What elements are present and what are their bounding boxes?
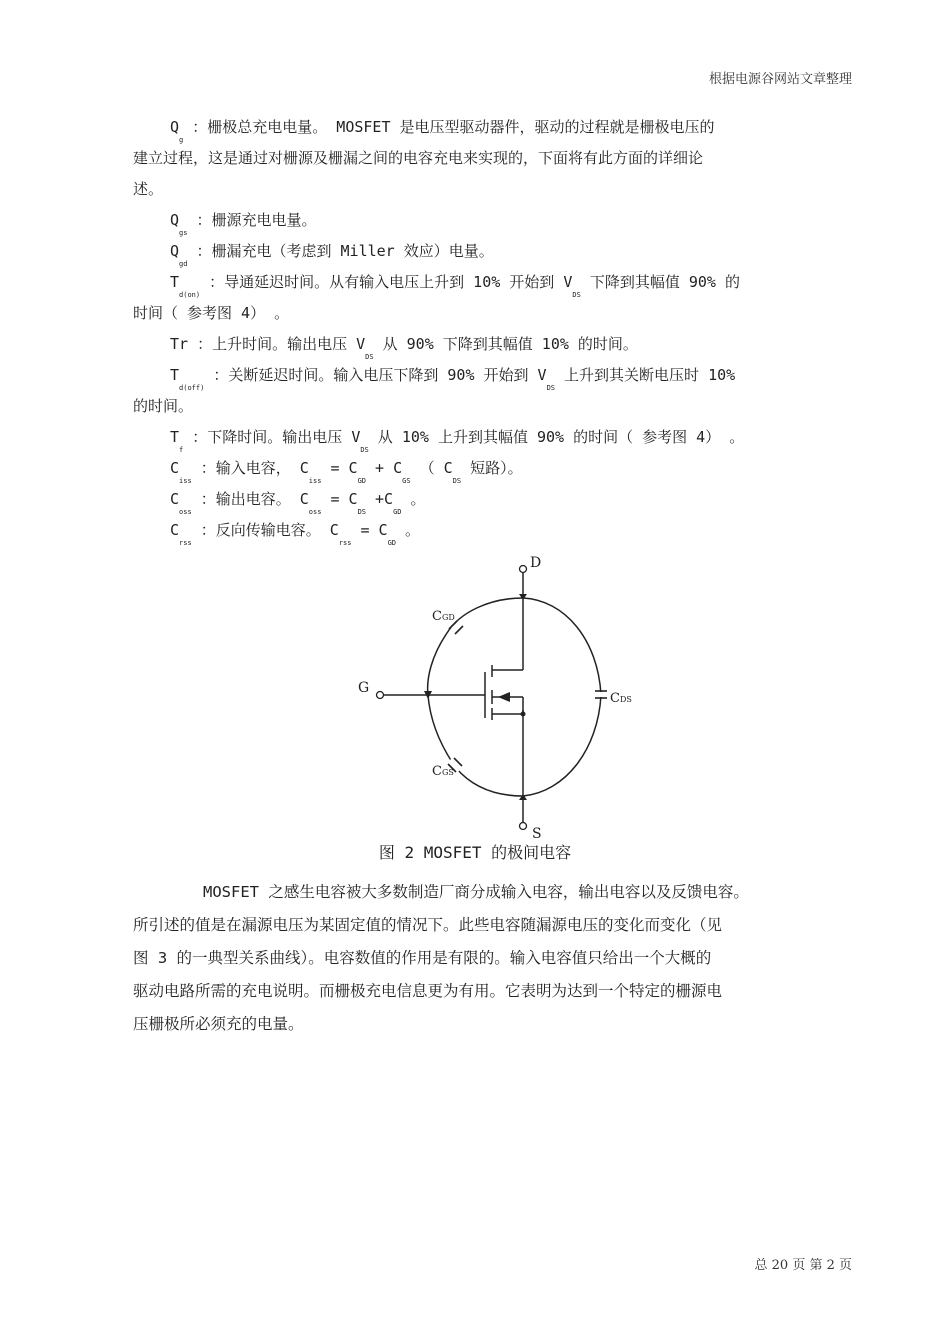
def-tr: Tr ：上升时间。输出电压 $V_{DS}$ 从 90% 下降到其幅值 10% 的时间。: [170, 335, 638, 361]
label-d: D: [530, 555, 542, 571]
def-qgs: $Q_{gs}$ ：栅源充电电量。: [170, 211, 317, 237]
def-tdoff: $T_{d(off)}$ ：关断延迟时间。输入电压下降到 90% 开始到 $V_{DS}$ 上升到其关断电压时 10%: [170, 366, 736, 392]
label-cds: CDS: [610, 691, 632, 706]
def-tdon: $T_{d(on)}$ ：导通延迟时间。从有输入电压上升到 10% 开始到 $V_{DS}$ 下降到其幅值 90% 的: [170, 273, 740, 299]
def-tdon-cont: 时间（ 参考图 4） 。: [133, 304, 290, 322]
mosfet-capacitance-diagram: [340, 552, 640, 842]
para-line-5: 压栅极所必须充的电量。: [133, 1015, 304, 1033]
def-qg: $Q_g$ ：栅极总充电电量。 MOSFET 是电压型驱动器件，驱动的过程就是栅极电压的: [170, 118, 715, 144]
def-qgd: $Q_{gd}$ ：栅漏充电（考虑到 Miller 效应）电量。: [170, 242, 494, 268]
para-line-4: 驱动电路所需的充电说明。而栅极充电信息更为有用。它表明为达到一个特定的栅源电: [133, 982, 723, 1000]
def-tdoff-cont: 的时间。: [133, 397, 194, 415]
page-header: 根据电源谷网站文章整理: [708, 72, 852, 87]
def-tf: $T_f$ ：下降时间。输出电压 $V_{DS}$ 从 10% 上升到其幅值 90% 的时间（ 参考图 4） 。: [170, 428, 745, 454]
para-line-2: 所引述的值是在漏源电压为某固定值的情况下。此些电容随漏源电压的变化而变化（见: [133, 916, 723, 934]
para-line-3: 图 3 的一典型关系曲线）。电容数值的作用是有限的。输入电容值只给出一个大概的: [133, 949, 712, 967]
label-g: G: [358, 680, 370, 696]
def-ciss: $C_{iss}$ ：输入电容， $C_{iss} = C_{GD} + C_{GS}$ （ $C_{DS}$ 短路）。: [170, 459, 523, 485]
definitions-list: [133, 112, 853, 546]
def-coss: $C_{oss}$ ：输出电容。 $C_{oss} = C_{DS} +C_{GD}$ 。: [170, 490, 426, 516]
body-paragraph: [133, 876, 855, 1041]
label-cgd: CGD: [432, 609, 455, 624]
def-crss: $C_{rss}$ ：反向传输电容。 $C_{rss} = C_{GD}$ 。: [170, 521, 421, 547]
page-footer: 总 20 页 第 2 页: [754, 1258, 852, 1273]
def-qg-cont-1: 建立过程，这是通过对栅源及栅漏之间的电容充电来实现的，下面将有此方面的详细论: [133, 149, 704, 167]
label-cgs: CGS: [432, 764, 454, 779]
para-line-1: MOSFET 之感生电容被大多数制造厂商分成输入电容，输出电容以及反馈电容。: [203, 883, 749, 901]
figure-caption: 图 2 MOSFET 的极间电容: [378, 843, 572, 862]
def-qg-cont-2: 述。: [133, 180, 164, 198]
label-s: S: [532, 826, 542, 842]
